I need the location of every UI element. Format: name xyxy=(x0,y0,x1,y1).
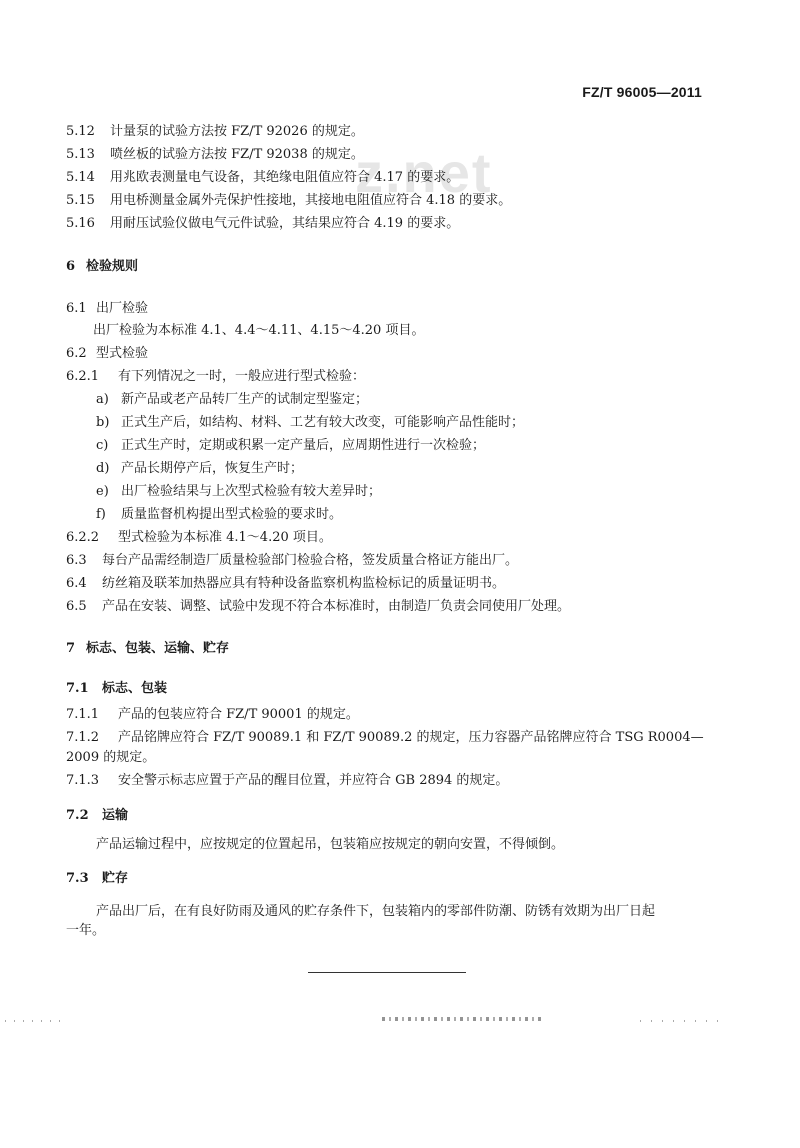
clause-number: 7.1.2 xyxy=(66,730,100,745)
list-item-a xyxy=(96,391,368,409)
clause-number: 5.14 xyxy=(66,170,95,185)
clause-6-2-2 xyxy=(66,529,332,547)
list-text: 新产品或老产品转厂生产的试制定型鉴定； xyxy=(121,392,369,407)
end-rule xyxy=(308,972,466,973)
clause-text: 产品铭牌应符合 FZ/T 90089.1 和 FZ/T 90089.2 的规定，压力容器产品铭牌应符合 TSG R0004— xyxy=(118,730,704,745)
list-label: d) xyxy=(96,461,110,476)
clause-5-12 xyxy=(66,123,364,141)
clause-5-13 xyxy=(66,146,364,164)
list-label: c) xyxy=(96,438,109,453)
clause-number: 5.16 xyxy=(66,216,95,231)
clause-7-2-body: 产品运输过程中，应按规定的位置起吊，包装箱应按规定的朝向安置，不得倾倒。 xyxy=(96,837,565,852)
clause-text: 有下列情况之一时，一般应进行型式检验： xyxy=(118,369,366,384)
clause-number: 6.4 xyxy=(66,576,87,591)
section-title: 检验规则 xyxy=(86,259,139,274)
list-label: f) xyxy=(96,507,106,522)
clause-7-1-heading xyxy=(66,680,167,698)
clause-text: 型式检验为本标准 4.1～4.20 项目。 xyxy=(118,530,332,545)
clause-6-1-heading xyxy=(66,300,148,318)
standard-code-header: FZ/T 96005—2011 xyxy=(582,84,702,100)
clause-5-15 xyxy=(66,192,511,210)
clause-number: 5.13 xyxy=(66,147,95,162)
clause-title: 出厂检验 xyxy=(96,301,149,316)
list-text: 正式生产时，定期或积累一定产量后，应周期性进行一次检验； xyxy=(121,438,486,453)
clause-text: 用兆欧表测量电气设备，其绝缘电阻值应符合 4.17 的要求。 xyxy=(110,170,460,185)
clause-number: 5.15 xyxy=(66,193,95,208)
clause-5-16 xyxy=(66,215,459,233)
clause-6-1-body: 出厂检验为本标准 4.1、4.4～4.11、4.15～4.20 项目。 xyxy=(93,323,425,338)
clause-7-3-heading xyxy=(66,870,128,888)
clause-number: 6.1 xyxy=(66,301,87,316)
clause-7-3-body: 产品出厂后，在有良好防雨及通风的贮存条件下，包装箱内的零部件防潮、防锈有效期为出厂日起 xyxy=(96,904,656,919)
clause-6-2-heading xyxy=(66,345,148,363)
clause-text: 每台产品需经制造厂质量检验部门检验合格，签发质量合格证方能出厂。 xyxy=(102,553,519,568)
clause-number: 7.2 xyxy=(66,808,89,823)
clause-number: 6.2.1 xyxy=(66,369,100,384)
clause-number: 5.12 xyxy=(66,124,95,139)
scan-artifact xyxy=(382,1017,542,1021)
clause-7-3-continuation: 一年。 xyxy=(66,923,106,938)
clause-7-1-2 xyxy=(66,729,704,747)
clause-number: 6.3 xyxy=(66,553,87,568)
section-6-heading xyxy=(66,258,138,276)
section-number: 6 xyxy=(66,259,76,274)
clause-6-2-1 xyxy=(66,368,365,386)
clause-title: 标志、包装 xyxy=(102,681,168,696)
clause-text: 用电桥测量金属外壳保护性接地，其接地电阻值应符合 4.18 的要求。 xyxy=(110,193,512,208)
clause-7-1-1 xyxy=(66,706,359,724)
clause-6-3 xyxy=(66,552,518,570)
section-title: 标志、包装、运输、贮存 xyxy=(86,641,230,656)
clause-6-4 xyxy=(66,575,505,593)
scan-noise-right xyxy=(640,1020,720,1022)
list-label: b) xyxy=(96,415,110,430)
clause-text: 喷丝板的试验方法按 FZ/T 92038 的规定。 xyxy=(110,147,364,162)
clause-number: 7.1.3 xyxy=(66,773,100,788)
list-item-c xyxy=(96,437,485,455)
clause-7-2-heading xyxy=(66,807,128,825)
clause-text: 纺丝箱及联苯加热器应具有特种设备监察机构监检标记的质量证明书。 xyxy=(102,576,506,591)
clause-7-1-3 xyxy=(66,772,508,790)
clause-7-1-2-continuation: 2009 的规定。 xyxy=(66,750,156,765)
clause-number: 7.1.1 xyxy=(66,707,100,722)
clause-number: 6.5 xyxy=(66,599,87,614)
clause-title: 贮存 xyxy=(102,871,129,886)
list-item-e xyxy=(96,483,381,501)
clause-number: 7.1 xyxy=(66,681,89,696)
clause-number: 7.3 xyxy=(66,871,89,886)
list-text: 产品长期停产后，恢复生产时； xyxy=(121,461,304,476)
scan-noise-left xyxy=(5,1020,65,1022)
clause-text: 计量泵的试验方法按 FZ/T 92026 的规定。 xyxy=(110,124,364,139)
list-item-d xyxy=(96,460,303,478)
list-text: 正式生产后，如结构、材料、工艺有较大改变，可能影响产品性能时； xyxy=(121,415,525,430)
clause-6-5 xyxy=(66,598,570,616)
clause-number: 6.2.2 xyxy=(66,530,100,545)
clause-5-14 xyxy=(66,169,459,187)
clause-text: 安全警示标志应置于产品的醒目位置，并应符合 GB 2894 的规定。 xyxy=(118,773,509,788)
section-number: 7 xyxy=(66,641,76,656)
list-item-f xyxy=(96,506,342,524)
clause-text: 产品的包装应符合 FZ/T 90001 的规定。 xyxy=(118,707,359,722)
clause-text: 产品在安装、调整、试验中发现不符合本标准时，由制造厂负责会同使用厂处理。 xyxy=(102,599,571,614)
list-label: e) xyxy=(96,484,109,499)
clause-number: 6.2 xyxy=(66,346,87,361)
section-7-heading xyxy=(66,640,229,658)
clause-text: 用耐压试验仪做电气元件试验，其结果应符合 4.19 的要求。 xyxy=(110,216,460,231)
clause-title: 型式检验 xyxy=(96,346,149,361)
list-text: 出厂检验结果与上次型式检验有较大差异时； xyxy=(121,484,382,499)
list-item-b xyxy=(96,414,524,432)
list-text: 质量监督机构提出型式检验的要求时。 xyxy=(121,507,343,522)
watermark: z.net xyxy=(355,141,493,204)
list-label: a) xyxy=(96,392,109,407)
clause-title: 运输 xyxy=(102,808,129,823)
